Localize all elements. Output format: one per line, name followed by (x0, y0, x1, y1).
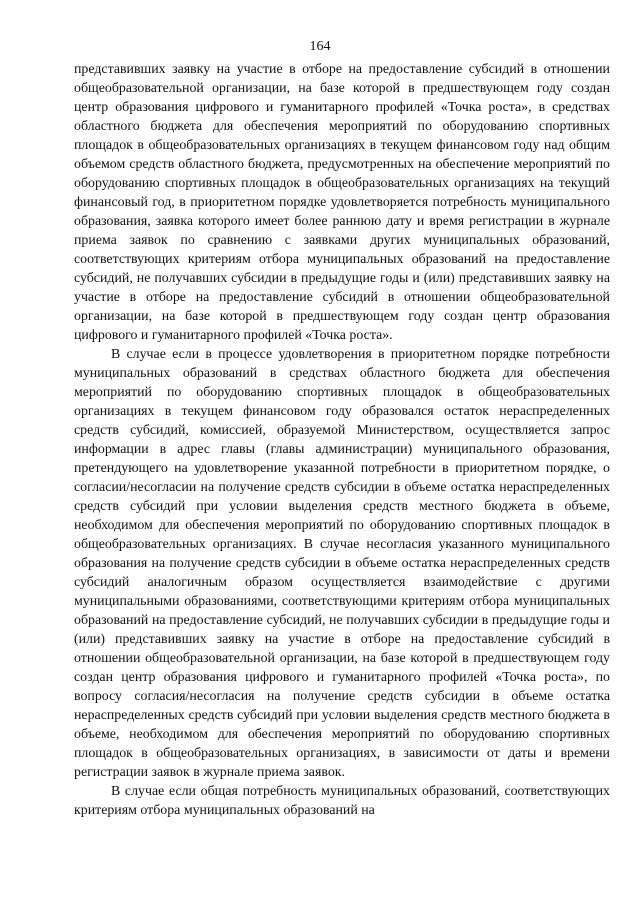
page-number: 164 (309, 39, 331, 54)
paragraph-total-demand: В случае если общая потребность муниципальных образований, соответствующих критериям отбора муниципальных образований на (74, 784, 610, 818)
paragraph-continuation: представивших заявку на участие в отборе на предоставление субсидий в отношении общеобразовательной организации, на базе которой в предшествующем году создан центр образования цифрового и гуманитарного профилей «Точка роста», в средствах областного бюджета для обеспечения мероприятий по оборудованию спортивных площадок в общеобразовательных организациях в текущем финансовом году над общим объемом средств областного бюджета, предусмотренных на обеспечение мероприятий по оборудованию спортивных площадок в общеобразовательных организациях на текущий финансовый год, в приоритетном порядке удовлетворяется потребность муниципального образования, заявка которого имеет более раннюю дату и время регистрации в журнале приема заявок по сравнению с заявками других муниципальных образований, соответствующих критериям отбора муниципальных образований на предоставление субсидий, не получавших субсидии в предыдущие годы и (или) представивших заявку на участие в отборе на предоставление субсидий в отношении общеобразовательной организации, на базе которой в предшествующем году создан центр образования цифрового и гуманитарного профилей «Точка роста». (74, 62, 610, 343)
paragraph-priority-remainder: В случае если в процессе удовлетворения в приоритетном порядке потребности муниципальных образований в средствах областного бюджета для обеспечения мероприятий по оборудованию спортивных площадок в общеобразовательных организациях в текущем финансовом году образовался остаток нераспределенных средств субсидий, комиссией, образуемой Министерством, осуществляется запрос информации в адрес главы (главы администрации) муниципального образования, претендующего на удовлетворение указанной потребности в приоритетном порядке, о согласии/несогласии на получение средств субсидии в объеме остатка нераспределенных средств субсидий при условии выделения средств местного бюджета в объеме, необходимом для обеспечения мероприятий по оборудованию спортивных площадок в общеобразовательных организациях. В случае несогласия указанного муниципального образования на получение средств субсидии в объеме остатка нераспределенных средств субсидий аналогичным образом осуществляется взаимодействие с другими муниципальными образованиями, соответствующими критериям отбора муниципальных образований на предоставление субсидий, не получавших субсидии в предыдущие годы и (или) представивших заявку на участие в отборе на предоставление субсидий в отношении общеобразовательной организации, на базе которой в предшествующем году создан центр образования цифрового и гуманитарного профилей «Точка роста», по вопросу согласия/несогласия на получение средств субсидии в объеме остатка нераспределенных средств субсидий при условии выделения средств местного бюджета в объеме, необходимом для обеспечения мероприятий по оборудованию спортивных площадок в общеобразовательных организациях, в зависимости от даты и времени регистрации заявок в журнале приема заявок. (74, 347, 610, 780)
document-body (74, 60, 610, 820)
